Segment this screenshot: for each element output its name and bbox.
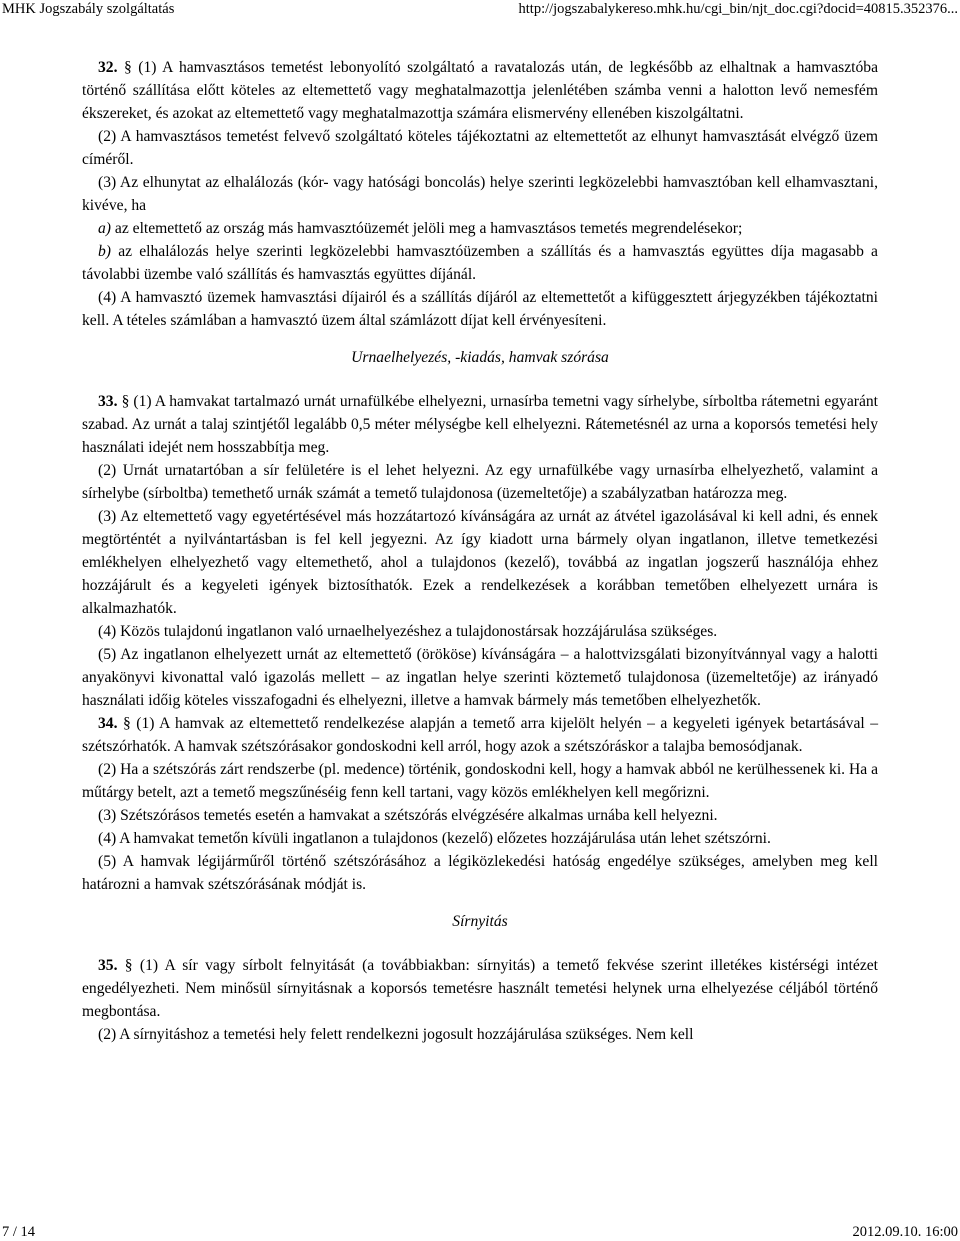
section-33-number: 33. (98, 393, 118, 410)
section-mark: § (122, 715, 131, 732)
section-35-paragraph-2: (2) A sírnyitáshoz a temetési hely felett rendelkezni jogosult hozzájárulása szükséges. Nem kell (98, 1026, 694, 1043)
section-32-paragraph-1-text: (1) A hamvasztásos temetést lebonyolító szolgáltató a ravatalozás után, de legkésőbb az elhaltnak a hamvasztóba történő szállítása előtt köteles az eltemettető vagy meghatalmazottja jelenlétében számba venni a halotton levő nemesfém ékszereket, és azokat az eltemettető vagy meghatalmazottja számára elismervény ellenében kiszolgáltatni. (82, 59, 878, 122)
section-mark: § (124, 957, 133, 974)
section-32-paragraph-1 (82, 56, 878, 125)
section-35-paragraph-1 (82, 954, 878, 1023)
point-b-label: b) (98, 243, 111, 260)
subheading-urn-placement: Urnaelhelyezés, -kiadás, hamvak szórása (351, 349, 609, 366)
point-a-text: az eltemettető az ország más hamvasztóüzemét jelöli meg a hamvasztásos temetés megrendelésekor; (114, 220, 743, 237)
document-body (82, 56, 878, 1046)
section-34-paragraph-3: (3) Szétszórásos temetés esetén a hamvakat a szétszórás elvégzésére alkalmas urnába kell helyezni. (98, 807, 718, 824)
section-32-point-b (82, 240, 878, 286)
header-url: http://jogszabalykereso.mhk.hu/cgi_bin/njt_doc.cgi?docid=40815.352376... (518, 1, 958, 17)
point-a-label: a) (98, 220, 111, 237)
section-33-paragraph-5: (5) Az ingatlanon elhelyezett urnát az eltemettető (örököse) kívánságára – a halottvizsgálati bizonyítvánnyal vagy a halotti anyakönyvi kivonattal való igazolás mellett – az ingatlan helye szerinti köztemető tulajdonosa (üzemeltetője) az irányadó használati időig köteles visszafogadni és elhelyezni, illetve a hamvak bármely más temetőben elhelyezhetők. (82, 646, 878, 709)
section-32-number: 32. (98, 59, 118, 76)
section-34-paragraph-1-text: (1) A hamvak az eltemettető rendelkezése alapján a temető arra kijelölt helyén – a kegyeleti igények betartásával – szétszórhatók. A hamvak szétszórásakor gondoskodni kell arról, hogy azok a szétszóráskor a talajba bemosódjanak. (82, 715, 878, 755)
page-header (0, 0, 960, 22)
page-footer (0, 1224, 960, 1241)
point-b-text: az elhalálozás helye szerinti legközelebbi hamvasztóüzemben a szállítás és a hamvasztás együttes díja magasabb a távolabbi üzembe való szállítás és hamvasztás együttes díjánál. (82, 243, 878, 283)
section-mark: § (121, 393, 130, 410)
section-35-paragraph-1-text: (1) A sír vagy sírbolt felnyitását (a továbbiakban: sírnyitás) a temető fekvése szerint illetékes kistérségi intézet engedélyezheti. Nem minősül sírnyitásnak a koporsós temetésre használt temetési helynek urna elhelyezése céljából történő megbontása. (82, 957, 878, 1020)
subheading-grave-opening: Sírnyitás (452, 913, 508, 930)
section-33-paragraph-3: (3) Az eltemettető vagy egyetértésével más hozzátartozó kívánságára az urnát az átvétel igazolásával ki kell adni, és ennek megtörténtét a nyilvántartásban is fel kell jegyezni. Az így kiadott urna bármely olyan ingatlanon, illetve temetkezési emlékhelyen elhelyezhető vagy eltemethető, ahol a tulajdonos (kezelő), továbbá az ingatlan jogszerű használója ehhez hozzájárult és a kegyeleti igények biztosíthatók. Ezek a rendelkezések a korábban temetőben elhelyezett urnára is alkalmazhatók. (82, 508, 878, 617)
header-title: MHK Jogszabály szolgáltatás (2, 1, 175, 17)
section-34-number: 34. (98, 715, 118, 732)
page-number: 7 / 14 (2, 1224, 36, 1240)
section-32-paragraph-4: (4) A hamvasztó üzemek hamvasztási díjairól és a szállítás díjáról az eltemettetőt a kifüggesztett árjegyzékben tájékoztatni kell. A tételes számlában a hamvasztó üzem által számlázott díjat kell érvényesíteni. (82, 289, 878, 329)
section-33-paragraph-4: (4) Közös tulajdonú ingatlanon való urnaelhelyezéshez a tulajdonostársak hozzájárulása szükséges. (98, 623, 718, 640)
section-mark: § (123, 59, 132, 76)
section-34-paragraph-5: (5) A hamvak légijárműről történő szétszórásához a légiközlekedési hatóság engedélye szükséges, amelyben meg kell határozni a hamvak szétszórásának módját is. (82, 853, 878, 893)
section-32-paragraph-3: (3) Az elhunytat az elhalálozás (kór- vagy hatósági boncolás) helye szerinti legközelebbi hamvasztóban kell elhamvasztani, kivéve, ha (82, 174, 878, 214)
section-35-number: 35. (98, 957, 118, 974)
section-32-point-a (82, 217, 878, 240)
section-34-paragraph-2: (2) Ha a szétszórás zárt rendszerbe (pl. medence) történik, gondoskodni kell, hogy a hamvak abból ne kerülhessenek ki. Ha a műtárgy betelt, azt a temető megszűnéséig fenn kell tartani, vagy közös emlékhelyen kell megőrizni. (82, 761, 878, 801)
section-34-paragraph-1 (82, 712, 878, 758)
section-33-paragraph-2: (2) Urnát urnatartóban a sír felületére is el lehet helyezni. Az egy urnafülkébe vagy urnasírba elhelyezhető, valamint a sírhelybe (sírboltba) temethető urnák számát a temető tulajdonosa (üzemeltetője) a szabályzatban határozza meg. (82, 462, 878, 502)
section-34-paragraph-4: (4) A hamvakat temetőn kívüli ingatlanon a tulajdonos (kezelő) előzetes hozzájárulása után lehet szétszórni. (98, 830, 771, 847)
section-32-paragraph-2: (2) A hamvasztásos temetést felvevő szolgáltató köteles tájékoztatni az eltemettetőt az elhunyt hamvasztását elvégző üzem címéről. (82, 128, 878, 168)
section-33-paragraph-1-text: (1) A hamvakat tartalmazó urnát urnafülkébe elhelyezni, urnasírba temetni vagy sírhelybe, sírboltba rátemetni egyaránt szabad. Az urnát a talaj szintjétől legalább 0,5 méter mélységbe kell elhelyezni. Rátemetésnél az urna a koporsós temetési hely használati idejét nem hosszabbítja meg. (82, 393, 878, 456)
print-datetime: 2012.09.10. 16:00 (852, 1224, 958, 1240)
section-33-paragraph-1 (82, 390, 878, 459)
